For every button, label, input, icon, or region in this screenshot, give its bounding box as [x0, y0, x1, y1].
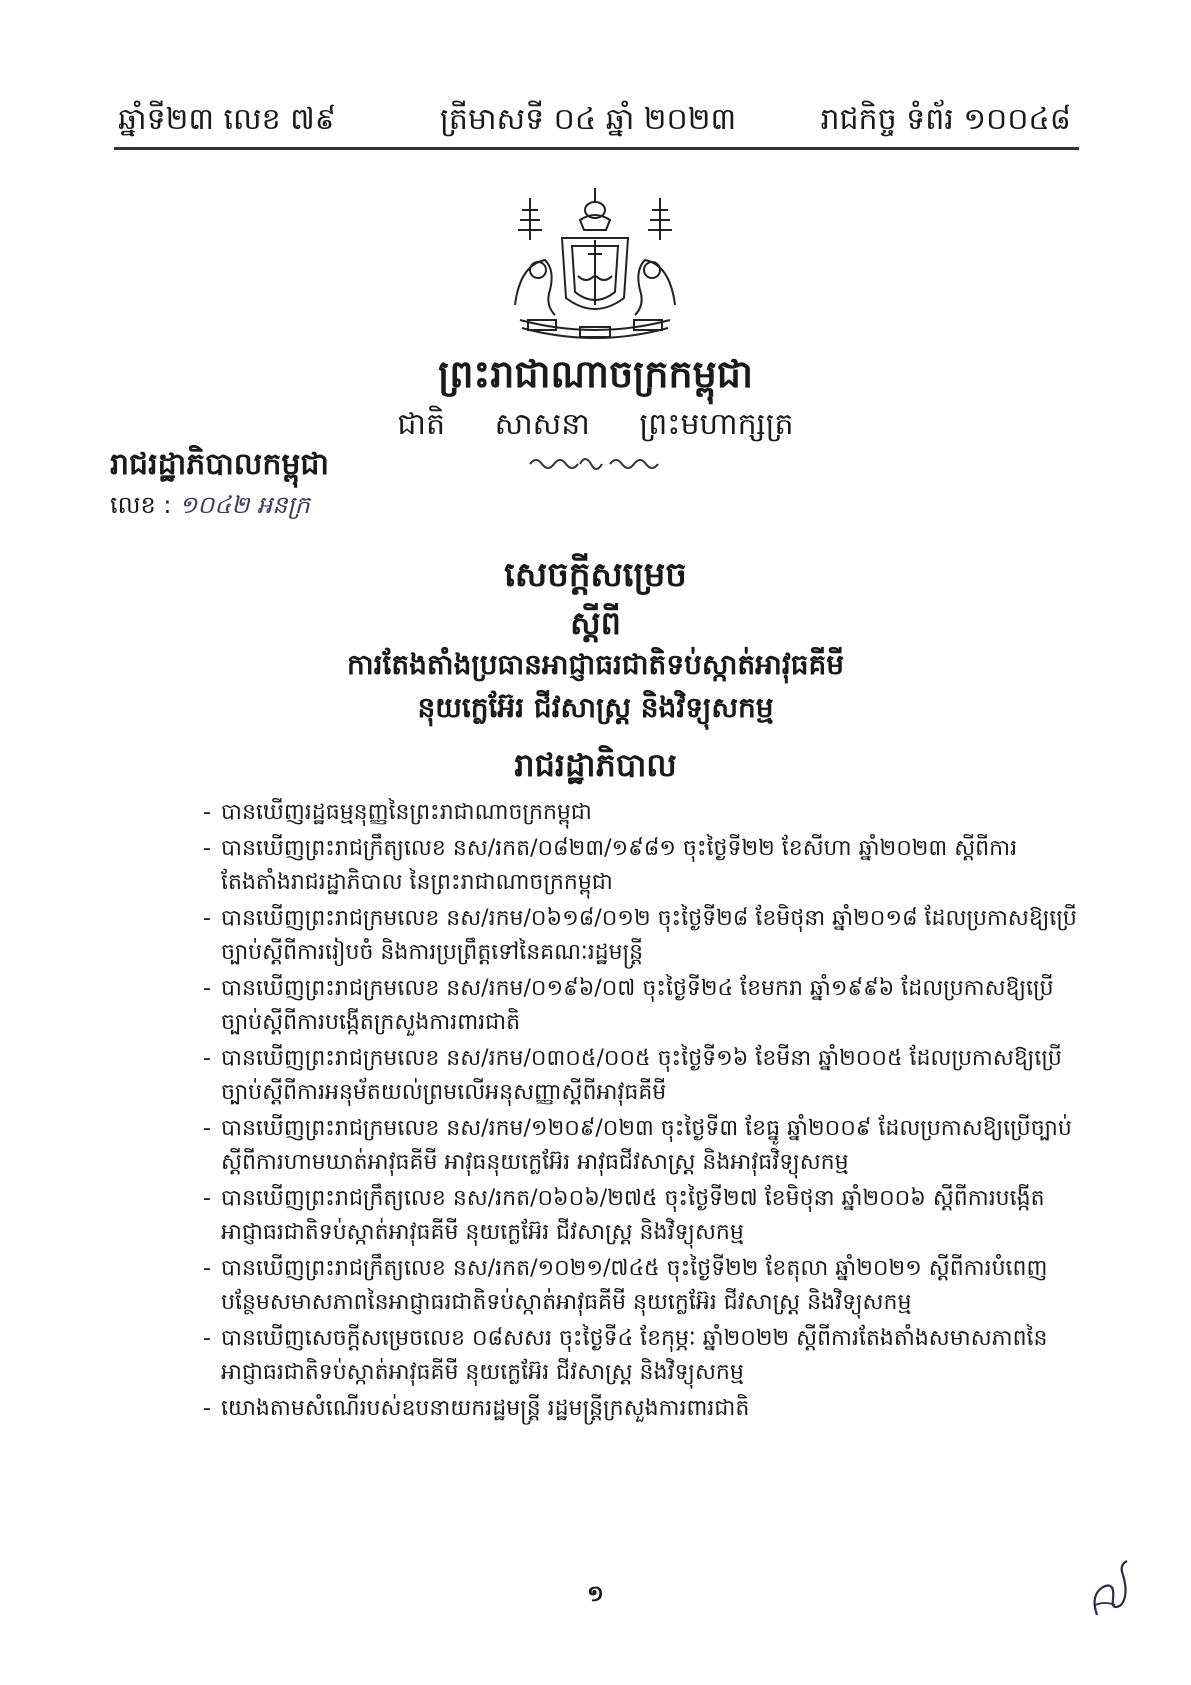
document-subject-line-1: ការតែងតាំងប្រធានអាជ្ញាធរជាតិទប់ស្កាត់អាវុធគីមី: [346, 648, 845, 681]
royal-coat-of-arms-icon: [500, 180, 690, 345]
document-issuer: រាជរដ្ឋាភិបាល: [514, 746, 677, 784]
motto-king: ព្រះមហាក្សត្រ: [639, 407, 794, 442]
motto-religion: សាសនា: [494, 407, 590, 442]
preamble-item: - បានឃើញសេចក្តីសម្រេចលេខ ០៨សសរ ចុះថ្ងៃទី៤ ខែកុម្ភៈ ឆ្នាំ២០២២ ស្តីពីការតែងតាំងសមាសភាពនៃអាជ្ញាធរជាតិទប់ស្កាត់អាវុធគីមី នុយក្លេអ៊ែរ ជីវសាស្ត្រ និងវិទ្យុសកម្ម: [205, 1322, 1085, 1390]
gazette-quarter: ត្រីមាសទី ០៤ ឆ្នាំ ២០២៣: [440, 102, 737, 137]
document-type: សេចក្តីសម្រេច: [504, 555, 687, 595]
document-subject-line-2: នុយក្លេអ៊ែរ ជីវសាស្ត្រ និងវិទ្យុសកម្ម: [417, 691, 774, 724]
preamble-item: - បានឃើញរដ្ឋធម្មនុញ្ញនៃព្រះរាជាណាចក្រកម្ពុជា: [205, 796, 1085, 830]
header-divider: [114, 147, 1079, 150]
preamble-list: [205, 796, 1085, 1428]
preamble-item: - បានឃើញព្រះរាជក្រមលេខ នស/រកម/០១៩៦/០៧ ចុះថ្ងៃទី២៤ ខែមករា ឆ្នាំ១៩៩៦ ដែលប្រកាសឱ្យប្រើច្បាប់ស្តីពីការបង្កើតក្រសួងការពារជាតិ: [205, 972, 1085, 1040]
reference-number: [110, 490, 310, 525]
reference-prefix: លេខ :: [110, 491, 172, 519]
gazette-header: [0, 0, 1191, 160]
preamble-item: - បានឃើញព្រះរាជក្រឹត្យលេខ នស/រកត/០៨២៣/១៩៨១ ចុះថ្ងៃទី២២ ខែសីហា ឆ្នាំ២០២៣ ស្តីពីការតែងតាំងរាជរដ្ឋាភិបាល នៃព្រះរាជាណាចក្រកម្ពុជា: [205, 832, 1085, 900]
issuing-body: រាជរដ្ឋាភិបាលកម្ពុជា: [110, 447, 329, 482]
reference-value: ១០៤២ អនក្រ: [179, 491, 310, 519]
preamble-item: - យោងតាមសំណើរបស់ឧបនាយករដ្ឋមន្ត្រី រដ្ឋមន្ត្រីក្រសួងការពារជាតិ: [205, 1392, 1085, 1426]
preamble-item: - បានឃើញព្រះរាជក្រឹត្យលេខ នស/រកត/០៦០៦/២៧៥ ចុះថ្ងៃទី២៧ ខែមិថុនា ឆ្នាំ២០០៦ ស្តីពីការបង្កើតអាជ្ញាធរជាតិទប់ស្កាត់អាវុធគីមី នុយក្លេអ៊ែរ ជីវសាស្ត្រ និងវិទ្យុសកម្ម: [205, 1182, 1085, 1250]
preamble-item: - បានឃើញព្រះរាជក្រមលេខ នស/រកម/០៣០៥/០០៥ ចុះថ្ងៃទី១៦ ខែមីនា ឆ្នាំ២០០៥ ដែលប្រកាសឱ្យប្រើច្បាប់ស្តីពីការអនុម័តយល់ព្រមលើអនុសញ្ញាស្តីពីអាវុធគីមី: [205, 1042, 1085, 1110]
motto-nation: ជាតិ: [397, 407, 446, 442]
preamble-item: - បានឃើញព្រះរាជក្រមលេខ នស/រកម/១២០៩/០២៣ ចុះថ្ងៃទី៣ ខែធ្នូ ឆ្នាំ២០០៩ ដែលប្រកាសឱ្យប្រើច្បាប់ស្តីពីការហាមឃាត់អាវុធគីមី អាវុធនុយក្លេអ៊ែរ អាវុធជីវសាស្ត្រ និងអាវុធវិទ្យុសកម្ម: [205, 1112, 1085, 1180]
national-motto: [0, 405, 1191, 449]
document-about: ស្តីពី: [570, 604, 621, 642]
preamble-item: - បានឃើញព្រះរាជក្រឹត្យលេខ នស/រកត/១០២១/៧៤៥ ចុះថ្ងៃទី២២ ខែតុលា ឆ្នាំ២០២១ ស្តីពីការបំពេញបន្ថែមសមាសភាពនៃអាជ្ញាធរជាតិទប់ស្កាត់អាវុធគីមី នុយក្លេអ៊ែរ ជីវសាស្ត្រ និងវិទ្យុសកម្ម: [205, 1252, 1085, 1320]
preamble-item: - បានឃើញព្រះរាជក្រមលេខ នស/រកម/០៦១៨/០១២ ចុះថ្ងៃទី២៨ ខែមិថុនា ឆ្នាំ២០១៨ ដែលប្រកាសឱ្យប្រើច្បាប់ស្តីពីការរៀបចំ និងការប្រព្រឹត្តទៅនៃគណៈរដ្ឋមន្ត្រី: [205, 902, 1085, 970]
gazette-page-ref: រាជកិច្ច ទំព័រ ១០០៤៨: [820, 102, 1071, 137]
gazette-year-issue: ឆ្នាំទី២៣ លេខ ៧៩: [118, 102, 336, 137]
kingdom-title: ព្រះរាជាណាចក្រកម្ពុជា: [438, 352, 753, 396]
handwritten-initial-icon: [1085, 1555, 1135, 1625]
page-number: ១: [587, 1582, 604, 1607]
